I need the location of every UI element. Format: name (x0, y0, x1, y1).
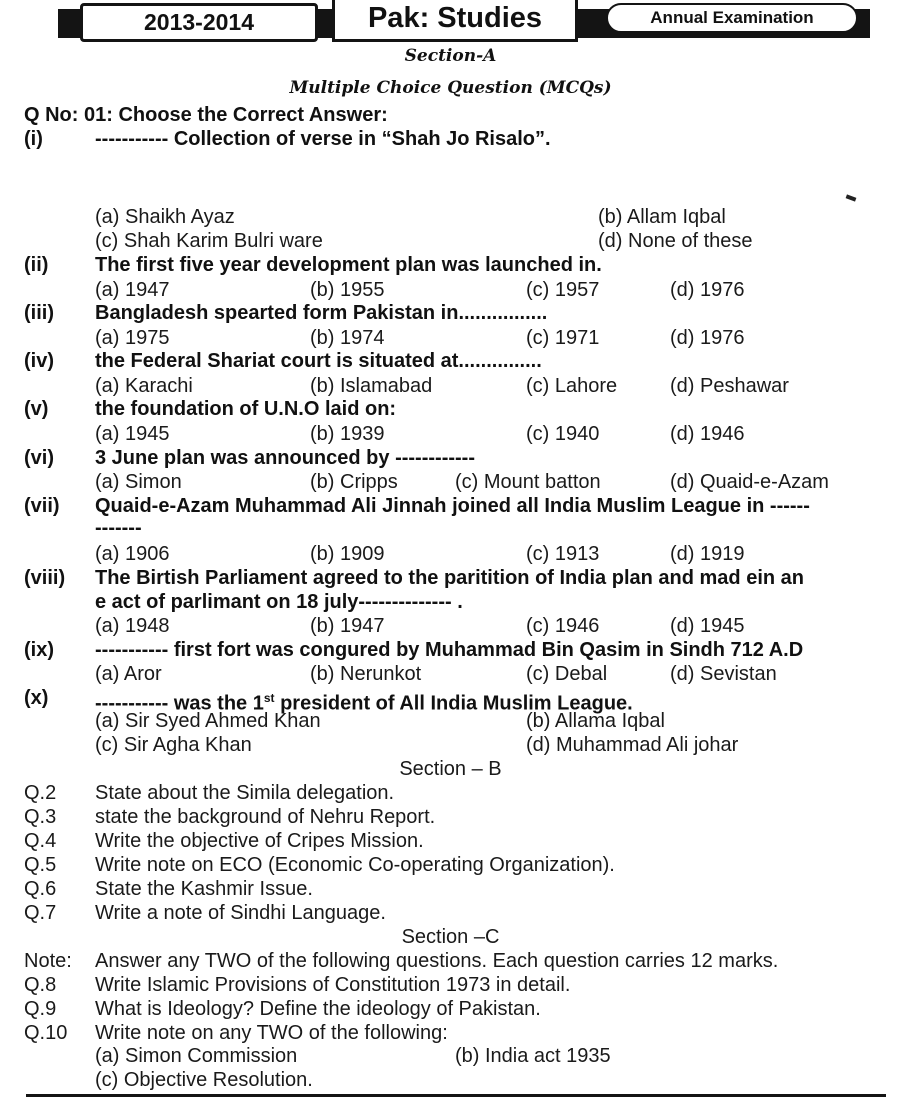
option: (c) 1913 (526, 543, 600, 565)
option: (a) Sir Syed Ahmed Khan (95, 710, 321, 732)
option: (d) Sevistan (670, 663, 777, 685)
option: (a) 1906 (95, 543, 170, 565)
option: (a) 1975 (95, 327, 170, 349)
question-text-continued: e act of parlimant on 18 july-------------- . (95, 591, 463, 613)
option: (b) 1909 (310, 543, 385, 565)
mcq-subtitle: Multiple Choice Question (MCQs) (289, 78, 612, 98)
option: (a) 1948 (95, 615, 170, 637)
option: (c) 1946 (526, 615, 600, 637)
option: (d) Muhammad Ali johar (526, 734, 739, 756)
mcq-instruction: Q No: 01: Choose the Correct Answer: (24, 104, 388, 126)
question-number: Q.2 (24, 782, 57, 804)
section-c-title: Section –C (401, 926, 500, 948)
question-text: State the Kashmir Issue. (95, 878, 313, 900)
option: (d) 1945 (670, 615, 745, 637)
question-text: Write the objective of Cripes Mission. (95, 830, 424, 852)
question-text: 3 June plan was announced by ------------ (95, 447, 475, 469)
question-number: Q.4 (24, 830, 57, 852)
option: (b) Nerunkot (310, 663, 422, 685)
exam-year: 2013-2014 (80, 3, 318, 42)
exam-header-banner (58, 0, 870, 44)
question-text: What is Ideology? Define the ideology of Pakistan. (95, 998, 541, 1020)
question-text-end: president of All India Muslim League. (274, 692, 633, 715)
question-text-start: ----------- was the 1 (95, 692, 264, 715)
note-label: Note: (24, 950, 72, 972)
option: (a) Aror (95, 663, 162, 685)
option: (c) Debal (526, 663, 608, 685)
question-number: Q.3 (24, 806, 57, 828)
question-number: Q.7 (24, 902, 57, 924)
option: (b) 1974 (310, 327, 385, 349)
sub-option: (a) Simon Commission (95, 1045, 298, 1067)
option: (d) None of these (598, 230, 753, 252)
scan-speck (846, 194, 857, 201)
question-text: Write note on any TWO of the following: (95, 1022, 448, 1044)
section-a-title: Section-A (404, 46, 497, 66)
option: (d) Peshawar (670, 375, 789, 397)
option: (d) 1946 (670, 423, 745, 445)
option: (c) Mount batton (455, 471, 601, 493)
question-number: Q.8 (24, 974, 57, 996)
question-number: Q.5 (24, 854, 57, 876)
question-text: Bangladesh spearted form Pakistan in................ (95, 302, 548, 324)
option: (a) Simon (95, 471, 182, 493)
question-number: (ix) (24, 639, 54, 661)
question-number: (ii) (24, 254, 49, 276)
question-text: The first five year development plan was launched in. (95, 254, 602, 276)
option: (a) Shaikh Ayaz (95, 206, 235, 228)
exam-type-badge: Annual Examination (606, 3, 858, 33)
option: (a) 1947 (95, 279, 170, 301)
question-text: Write Islamic Provisions of Constitution 1973 in detail. (95, 974, 571, 996)
option: (b) 1939 (310, 423, 385, 445)
option: (b) Islamabad (310, 375, 433, 397)
option: (c) Lahore (526, 375, 618, 397)
option: (b) Allama Iqbal (526, 710, 665, 732)
option: (c) 1940 (526, 423, 600, 445)
question-number: (x) (24, 687, 49, 709)
option: (b) 1947 (310, 615, 385, 637)
option: (c) Shah Karim Bulri ware (95, 230, 323, 252)
option: (a) 1945 (95, 423, 170, 445)
option: (b) Allam Iqbal (598, 206, 726, 228)
sub-option: (c) Objective Resolution. (95, 1069, 313, 1091)
section-b-title: Section – B (399, 758, 502, 780)
question-text: Write note on ECO (Economic Co-operating Organization). (95, 854, 615, 876)
question-number: (vi) (24, 447, 54, 469)
question-number: (i) (24, 128, 43, 150)
question-number: (iv) (24, 350, 54, 372)
question-number: (viii) (24, 567, 66, 589)
option: (c) 1971 (526, 327, 600, 349)
option: (d) 1976 (670, 327, 745, 349)
option: (b) 1955 (310, 279, 385, 301)
question-number: Q.6 (24, 878, 57, 900)
sub-option: (b) India act 1935 (455, 1045, 611, 1067)
option: (c) Sir Agha Khan (95, 734, 252, 756)
question-text: the foundation of U.N.O laid on: (95, 398, 397, 420)
option: (d) 1976 (670, 279, 745, 301)
ordinal-suffix: st (263, 691, 275, 705)
note-text: Answer any TWO of the following questions. Each question carries 12 marks. (95, 950, 779, 972)
question-number: (v) (24, 398, 49, 420)
question-number: (vii) (24, 495, 60, 517)
question-text: Quaid-e-Azam Muhammad Ali Jinnah joined all India Muslim League in ------ (95, 495, 810, 517)
question-text: the Federal Shariat court is situated at............... (95, 350, 542, 372)
question-text: ----------- Collection of verse in “Shah Jo Risalo”. (95, 128, 551, 150)
option: (d) 1919 (670, 543, 745, 565)
option: (b) Cripps (310, 471, 398, 493)
option: (a) Karachi (95, 375, 193, 397)
question-text-continued: ------- (95, 517, 142, 539)
subject-title: Pak: Studies (332, 0, 578, 42)
question-text: Write a note of Sindhi Language. (95, 902, 386, 924)
option: (d) Quaid-e-Azam (670, 471, 829, 493)
question-number: (iii) (24, 302, 54, 324)
question-number: Q.9 (24, 998, 57, 1020)
question-text: state the background of Nehru Report. (95, 806, 436, 828)
question-number: Q.10 (24, 1022, 68, 1044)
question-text: ----------- first fort was congured by Muhammad Bin Qasim in Sindh 712 A.D (95, 639, 804, 661)
option: (c) 1957 (526, 279, 600, 301)
question-text: The Birtish Parliament agreed to the paritition of India plan and mad ein an (95, 567, 804, 589)
bottom-rule (26, 1094, 886, 1097)
question-text: State about the Simila delegation. (95, 782, 395, 804)
